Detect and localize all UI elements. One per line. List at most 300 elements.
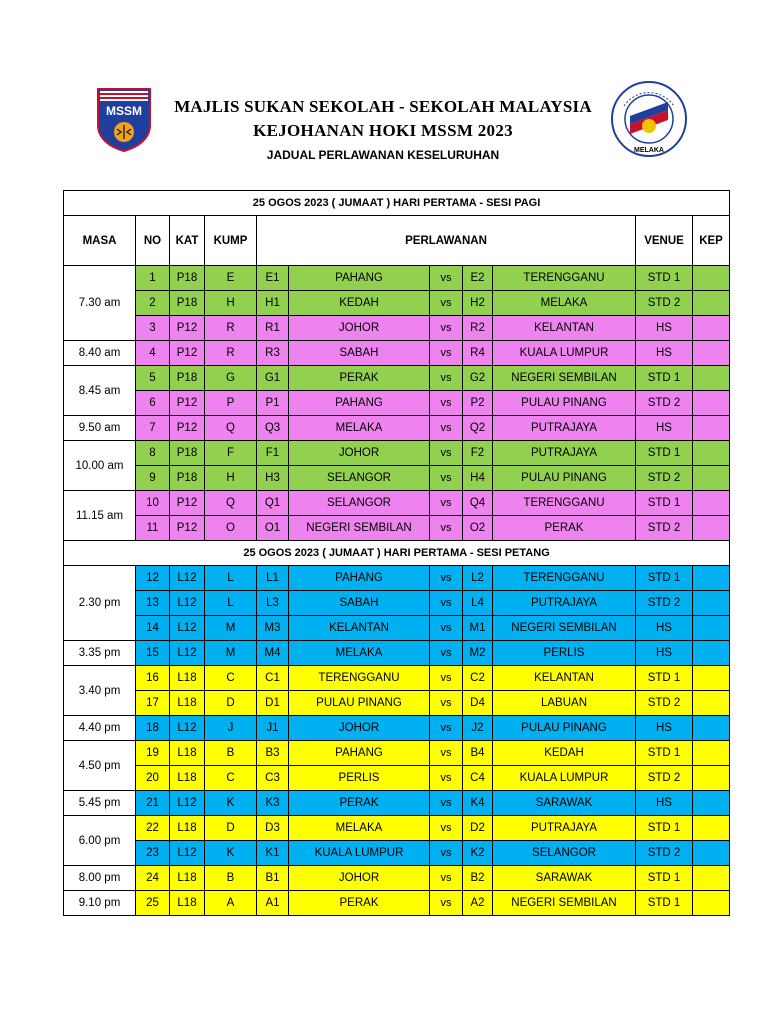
group: B bbox=[205, 866, 257, 891]
team2-code: D2 bbox=[463, 816, 493, 841]
match-row bbox=[64, 266, 730, 291]
team1-code: D1 bbox=[257, 691, 289, 716]
team1-code: H3 bbox=[257, 466, 289, 491]
match-number: 7 bbox=[136, 416, 170, 441]
team1-code: G1 bbox=[257, 366, 289, 391]
team2-code: Q2 bbox=[463, 416, 493, 441]
kep-cell bbox=[693, 591, 730, 616]
team2-name: TERENGGANU bbox=[493, 491, 636, 516]
team2-name: SARAWAK bbox=[493, 791, 636, 816]
team2-code: R4 bbox=[463, 341, 493, 366]
category: P18 bbox=[170, 266, 205, 291]
team2-name: PUTRAJAYA bbox=[493, 591, 636, 616]
team1-code: R3 bbox=[257, 341, 289, 366]
venue: STD 2 bbox=[636, 291, 693, 316]
match-number: 12 bbox=[136, 566, 170, 591]
session-title: 25 OGOS 2023 ( JUMAAT ) HARI PERTAMA - SESI PAGI bbox=[64, 191, 730, 216]
venue: HS bbox=[636, 416, 693, 441]
category: L18 bbox=[170, 891, 205, 916]
team1-code: L1 bbox=[257, 566, 289, 591]
team1-name: JOHOR bbox=[289, 441, 430, 466]
team1-name: MELAKA bbox=[289, 641, 430, 666]
match-number: 11 bbox=[136, 516, 170, 541]
venue: STD 1 bbox=[636, 891, 693, 916]
versus: vs bbox=[430, 691, 463, 716]
venue: STD 1 bbox=[636, 491, 693, 516]
match-row bbox=[64, 741, 730, 766]
team1-name: KELANTAN bbox=[289, 616, 430, 641]
match-time: 8.40 am bbox=[64, 341, 136, 366]
versus: vs bbox=[430, 616, 463, 641]
category: L12 bbox=[170, 841, 205, 866]
kep-cell bbox=[693, 666, 730, 691]
team2-name: SELANGOR bbox=[493, 841, 636, 866]
team2-code: D4 bbox=[463, 691, 493, 716]
venue: HS bbox=[636, 716, 693, 741]
venue: HS bbox=[636, 791, 693, 816]
match-time: 5.45 pm bbox=[64, 791, 136, 816]
venue: STD 2 bbox=[636, 516, 693, 541]
col-venue: VENUE bbox=[636, 216, 693, 266]
col-kump: KUMP bbox=[205, 216, 257, 266]
team1-code: M3 bbox=[257, 616, 289, 641]
match-row bbox=[64, 841, 730, 866]
match-number: 14 bbox=[136, 616, 170, 641]
team1-name: PERAK bbox=[289, 891, 430, 916]
kep-cell bbox=[693, 466, 730, 491]
match-time: 4.40 pm bbox=[64, 716, 136, 741]
versus: vs bbox=[430, 391, 463, 416]
team1-name: JOHOR bbox=[289, 716, 430, 741]
group: O bbox=[205, 516, 257, 541]
team1-name: PERAK bbox=[289, 366, 430, 391]
venue: STD 2 bbox=[636, 391, 693, 416]
versus: vs bbox=[430, 491, 463, 516]
match-number: 1 bbox=[136, 266, 170, 291]
kep-cell bbox=[693, 316, 730, 341]
kep-cell bbox=[693, 716, 730, 741]
category: L18 bbox=[170, 766, 205, 791]
category: P12 bbox=[170, 391, 205, 416]
kep-cell bbox=[693, 491, 730, 516]
category: L18 bbox=[170, 741, 205, 766]
team2-code: A2 bbox=[463, 891, 493, 916]
kep-cell bbox=[693, 616, 730, 641]
match-row bbox=[64, 891, 730, 916]
versus: vs bbox=[430, 666, 463, 691]
match-number: 13 bbox=[136, 591, 170, 616]
versus: vs bbox=[430, 866, 463, 891]
group: P bbox=[205, 391, 257, 416]
group: Q bbox=[205, 491, 257, 516]
match-time: 8.00 pm bbox=[64, 866, 136, 891]
group: M bbox=[205, 616, 257, 641]
match-number: 18 bbox=[136, 716, 170, 741]
versus: vs bbox=[430, 766, 463, 791]
team1-name: PAHANG bbox=[289, 566, 430, 591]
match-time: 2.30 pm bbox=[64, 566, 136, 641]
match-time: 11.15 am bbox=[64, 491, 136, 541]
team2-code: C4 bbox=[463, 766, 493, 791]
team2-code: G2 bbox=[463, 366, 493, 391]
group: H bbox=[205, 466, 257, 491]
team2-code: B2 bbox=[463, 866, 493, 891]
team1-name: SELANGOR bbox=[289, 491, 430, 516]
category: P12 bbox=[170, 491, 205, 516]
group: R bbox=[205, 316, 257, 341]
match-time: 4.50 pm bbox=[64, 741, 136, 791]
category: L18 bbox=[170, 816, 205, 841]
category: L12 bbox=[170, 716, 205, 741]
group: E bbox=[205, 266, 257, 291]
team1-code: D3 bbox=[257, 816, 289, 841]
session-header bbox=[64, 191, 730, 216]
match-number: 2 bbox=[136, 291, 170, 316]
team2-name: NEGERI SEMBILAN bbox=[493, 616, 636, 641]
mss-melaka-logo bbox=[610, 80, 688, 158]
team1-name: PAHANG bbox=[289, 741, 430, 766]
team1-code: Q3 bbox=[257, 416, 289, 441]
kep-cell bbox=[693, 566, 730, 591]
versus: vs bbox=[430, 741, 463, 766]
venue: STD 1 bbox=[636, 566, 693, 591]
venue: HS bbox=[636, 316, 693, 341]
team2-code: L4 bbox=[463, 591, 493, 616]
match-number: 24 bbox=[136, 866, 170, 891]
team1-code: A1 bbox=[257, 891, 289, 916]
versus: vs bbox=[430, 366, 463, 391]
category: P12 bbox=[170, 416, 205, 441]
team2-code: H2 bbox=[463, 291, 493, 316]
match-row bbox=[64, 441, 730, 466]
versus: vs bbox=[430, 641, 463, 666]
versus: vs bbox=[430, 791, 463, 816]
versus: vs bbox=[430, 566, 463, 591]
team2-name: PERAK bbox=[493, 516, 636, 541]
team1-code: H1 bbox=[257, 291, 289, 316]
kep-cell bbox=[693, 441, 730, 466]
team1-code: O1 bbox=[257, 516, 289, 541]
svg-text:MELAKA: MELAKA bbox=[634, 147, 664, 154]
group: J bbox=[205, 716, 257, 741]
match-number: 3 bbox=[136, 316, 170, 341]
match-number: 25 bbox=[136, 891, 170, 916]
group: H bbox=[205, 291, 257, 316]
match-time: 3.40 pm bbox=[64, 666, 136, 716]
group: C bbox=[205, 766, 257, 791]
match-row bbox=[64, 566, 730, 591]
col-kep: KEP bbox=[693, 216, 730, 266]
match-time: 9.50 am bbox=[64, 416, 136, 441]
match-row bbox=[64, 866, 730, 891]
versus: vs bbox=[430, 591, 463, 616]
venue: STD 2 bbox=[636, 466, 693, 491]
team1-name: PERLIS bbox=[289, 766, 430, 791]
team1-code: C3 bbox=[257, 766, 289, 791]
category: P18 bbox=[170, 366, 205, 391]
match-time: 9.10 pm bbox=[64, 891, 136, 916]
team2-code: C2 bbox=[463, 666, 493, 691]
venue: HS bbox=[636, 616, 693, 641]
team2-name: SARAWAK bbox=[493, 866, 636, 891]
team2-name: KUALA LUMPUR bbox=[493, 341, 636, 366]
kep-cell bbox=[693, 641, 730, 666]
team2-code: M1 bbox=[463, 616, 493, 641]
team1-name: PULAU PINANG bbox=[289, 691, 430, 716]
match-number: 23 bbox=[136, 841, 170, 866]
kep-cell bbox=[693, 791, 730, 816]
venue: STD 2 bbox=[636, 766, 693, 791]
versus: vs bbox=[430, 441, 463, 466]
venue: STD 2 bbox=[636, 691, 693, 716]
match-row bbox=[64, 491, 730, 516]
group: D bbox=[205, 691, 257, 716]
match-row bbox=[64, 691, 730, 716]
venue: STD 1 bbox=[636, 666, 693, 691]
team1-name: JOHOR bbox=[289, 316, 430, 341]
venue: STD 1 bbox=[636, 816, 693, 841]
venue: HS bbox=[636, 341, 693, 366]
kep-cell bbox=[693, 841, 730, 866]
match-row bbox=[64, 716, 730, 741]
match-row bbox=[64, 816, 730, 841]
match-row bbox=[64, 666, 730, 691]
team1-code: P1 bbox=[257, 391, 289, 416]
kep-cell bbox=[693, 741, 730, 766]
group: L bbox=[205, 591, 257, 616]
tournament-title: KEJOHANAN HOKI MSSM 2023 bbox=[253, 121, 513, 140]
team1-name: NEGERI SEMBILAN bbox=[289, 516, 430, 541]
session-header bbox=[64, 541, 730, 566]
team2-name: PUTRAJAYA bbox=[493, 416, 636, 441]
match-number: 5 bbox=[136, 366, 170, 391]
kep-cell bbox=[693, 816, 730, 841]
group: K bbox=[205, 791, 257, 816]
team1-code: E1 bbox=[257, 266, 289, 291]
category: L12 bbox=[170, 591, 205, 616]
match-number: 22 bbox=[136, 816, 170, 841]
match-number: 19 bbox=[136, 741, 170, 766]
venue: STD 1 bbox=[636, 741, 693, 766]
category: P12 bbox=[170, 316, 205, 341]
versus: vs bbox=[430, 841, 463, 866]
versus: vs bbox=[430, 816, 463, 841]
group: A bbox=[205, 891, 257, 916]
venue: HS bbox=[636, 641, 693, 666]
team2-name: NEGERI SEMBILAN bbox=[493, 891, 636, 916]
match-schedule-table bbox=[63, 190, 730, 916]
group: D bbox=[205, 816, 257, 841]
venue: STD 1 bbox=[636, 441, 693, 466]
team1-name: PAHANG bbox=[289, 266, 430, 291]
team1-name: SABAH bbox=[289, 591, 430, 616]
match-row bbox=[64, 516, 730, 541]
match-row bbox=[64, 366, 730, 391]
match-row bbox=[64, 466, 730, 491]
team1-code: C1 bbox=[257, 666, 289, 691]
team1-code: M4 bbox=[257, 641, 289, 666]
category: P12 bbox=[170, 341, 205, 366]
match-number: 17 bbox=[136, 691, 170, 716]
team2-name: PULAU PINANG bbox=[493, 466, 636, 491]
team2-code: P2 bbox=[463, 391, 493, 416]
category: P18 bbox=[170, 291, 205, 316]
team1-code: B1 bbox=[257, 866, 289, 891]
team2-name: PULAU PINANG bbox=[493, 716, 636, 741]
group: L bbox=[205, 566, 257, 591]
category: L18 bbox=[170, 666, 205, 691]
team2-code: B4 bbox=[463, 741, 493, 766]
kep-cell bbox=[693, 341, 730, 366]
team2-code: R2 bbox=[463, 316, 493, 341]
match-number: 8 bbox=[136, 441, 170, 466]
category: L12 bbox=[170, 616, 205, 641]
venue: STD 1 bbox=[636, 366, 693, 391]
group: C bbox=[205, 666, 257, 691]
versus: vs bbox=[430, 516, 463, 541]
group: B bbox=[205, 741, 257, 766]
team2-code: H4 bbox=[463, 466, 493, 491]
team1-name: JOHOR bbox=[289, 866, 430, 891]
match-row bbox=[64, 416, 730, 441]
match-time: 10.00 am bbox=[64, 441, 136, 491]
team2-name: NEGERI SEMBILAN bbox=[493, 366, 636, 391]
team2-name: KELANTAN bbox=[493, 316, 636, 341]
versus: vs bbox=[430, 291, 463, 316]
kep-cell bbox=[693, 691, 730, 716]
match-time: 3.35 pm bbox=[64, 641, 136, 666]
team1-code: B3 bbox=[257, 741, 289, 766]
kep-cell bbox=[693, 416, 730, 441]
kep-cell bbox=[693, 291, 730, 316]
team1-code: J1 bbox=[257, 716, 289, 741]
category: L12 bbox=[170, 791, 205, 816]
match-row bbox=[64, 641, 730, 666]
venue: STD 2 bbox=[636, 591, 693, 616]
match-row bbox=[64, 616, 730, 641]
group: R bbox=[205, 341, 257, 366]
team2-name: PUTRAJAYA bbox=[493, 441, 636, 466]
team2-name: PERLIS bbox=[493, 641, 636, 666]
match-number: 16 bbox=[136, 666, 170, 691]
kep-cell bbox=[693, 391, 730, 416]
col-kat: KAT bbox=[170, 216, 205, 266]
category: L18 bbox=[170, 691, 205, 716]
match-row bbox=[64, 766, 730, 791]
team1-code: L3 bbox=[257, 591, 289, 616]
kep-cell bbox=[693, 516, 730, 541]
venue: STD 1 bbox=[636, 866, 693, 891]
team2-code: K2 bbox=[463, 841, 493, 866]
kep-cell bbox=[693, 266, 730, 291]
team1-code: K1 bbox=[257, 841, 289, 866]
versus: vs bbox=[430, 466, 463, 491]
match-number: 20 bbox=[136, 766, 170, 791]
team2-code: F2 bbox=[463, 441, 493, 466]
team2-code: E2 bbox=[463, 266, 493, 291]
venue: STD 2 bbox=[636, 841, 693, 866]
kep-cell bbox=[693, 891, 730, 916]
team1-name: SABAH bbox=[289, 341, 430, 366]
match-row bbox=[64, 341, 730, 366]
kep-cell bbox=[693, 766, 730, 791]
team2-name: TERENGGANU bbox=[493, 266, 636, 291]
team2-name: KUALA LUMPUR bbox=[493, 766, 636, 791]
team2-name: KELANTAN bbox=[493, 666, 636, 691]
team2-code: O2 bbox=[463, 516, 493, 541]
team1-name: MELAKA bbox=[289, 816, 430, 841]
team2-code: M2 bbox=[463, 641, 493, 666]
match-row bbox=[64, 291, 730, 316]
team2-name: PULAU PINANG bbox=[493, 391, 636, 416]
versus: vs bbox=[430, 716, 463, 741]
match-time: 7.30 am bbox=[64, 266, 136, 341]
match-number: 4 bbox=[136, 341, 170, 366]
versus: vs bbox=[430, 416, 463, 441]
match-row bbox=[64, 316, 730, 341]
team1-code: K3 bbox=[257, 791, 289, 816]
team1-name: PAHANG bbox=[289, 391, 430, 416]
group: M bbox=[205, 641, 257, 666]
team2-code: L2 bbox=[463, 566, 493, 591]
team1-code: Q1 bbox=[257, 491, 289, 516]
category: L12 bbox=[170, 641, 205, 666]
session-title: 25 OGOS 2023 ( JUMAAT ) HARI PERTAMA - SESI PETANG bbox=[64, 541, 730, 566]
versus: vs bbox=[430, 891, 463, 916]
column-header-row bbox=[64, 216, 730, 266]
kep-cell bbox=[693, 366, 730, 391]
col-perlawanan: PERLAWANAN bbox=[257, 216, 636, 266]
team1-name: TERENGGANU bbox=[289, 666, 430, 691]
col-no: NO bbox=[136, 216, 170, 266]
kep-cell bbox=[693, 866, 730, 891]
match-row bbox=[64, 791, 730, 816]
team1-code: F1 bbox=[257, 441, 289, 466]
category: P12 bbox=[170, 516, 205, 541]
versus: vs bbox=[430, 316, 463, 341]
team1-name: PERAK bbox=[289, 791, 430, 816]
group: G bbox=[205, 366, 257, 391]
team2-name: PUTRAJAYA bbox=[493, 816, 636, 841]
team2-code: Q4 bbox=[463, 491, 493, 516]
schedule-subtitle: JADUAL PERLAWANAN KESELURUHAN bbox=[266, 148, 500, 162]
team1-code: R1 bbox=[257, 316, 289, 341]
match-number: 21 bbox=[136, 791, 170, 816]
match-row bbox=[64, 391, 730, 416]
category: L18 bbox=[170, 866, 205, 891]
group: Q bbox=[205, 416, 257, 441]
match-number: 15 bbox=[136, 641, 170, 666]
team1-name: SELANGOR bbox=[289, 466, 430, 491]
match-time: 8.45 am bbox=[64, 366, 136, 416]
group: K bbox=[205, 841, 257, 866]
category: P18 bbox=[170, 441, 205, 466]
versus: vs bbox=[430, 266, 463, 291]
document-title: MAJLIS SUKAN SEKOLAH - SEKOLAH MALAYSIA bbox=[174, 97, 592, 116]
team1-name: KUALA LUMPUR bbox=[289, 841, 430, 866]
match-number: 10 bbox=[136, 491, 170, 516]
venue: STD 1 bbox=[636, 266, 693, 291]
team2-name: MELAKA bbox=[493, 291, 636, 316]
svg-text:MSSM: MSSM bbox=[106, 104, 142, 118]
team2-code: K4 bbox=[463, 791, 493, 816]
team1-name: MELAKA bbox=[289, 416, 430, 441]
team1-name: KEDAH bbox=[289, 291, 430, 316]
team2-code: J2 bbox=[463, 716, 493, 741]
match-number: 9 bbox=[136, 466, 170, 491]
match-row bbox=[64, 591, 730, 616]
mssm-logo bbox=[96, 87, 152, 153]
